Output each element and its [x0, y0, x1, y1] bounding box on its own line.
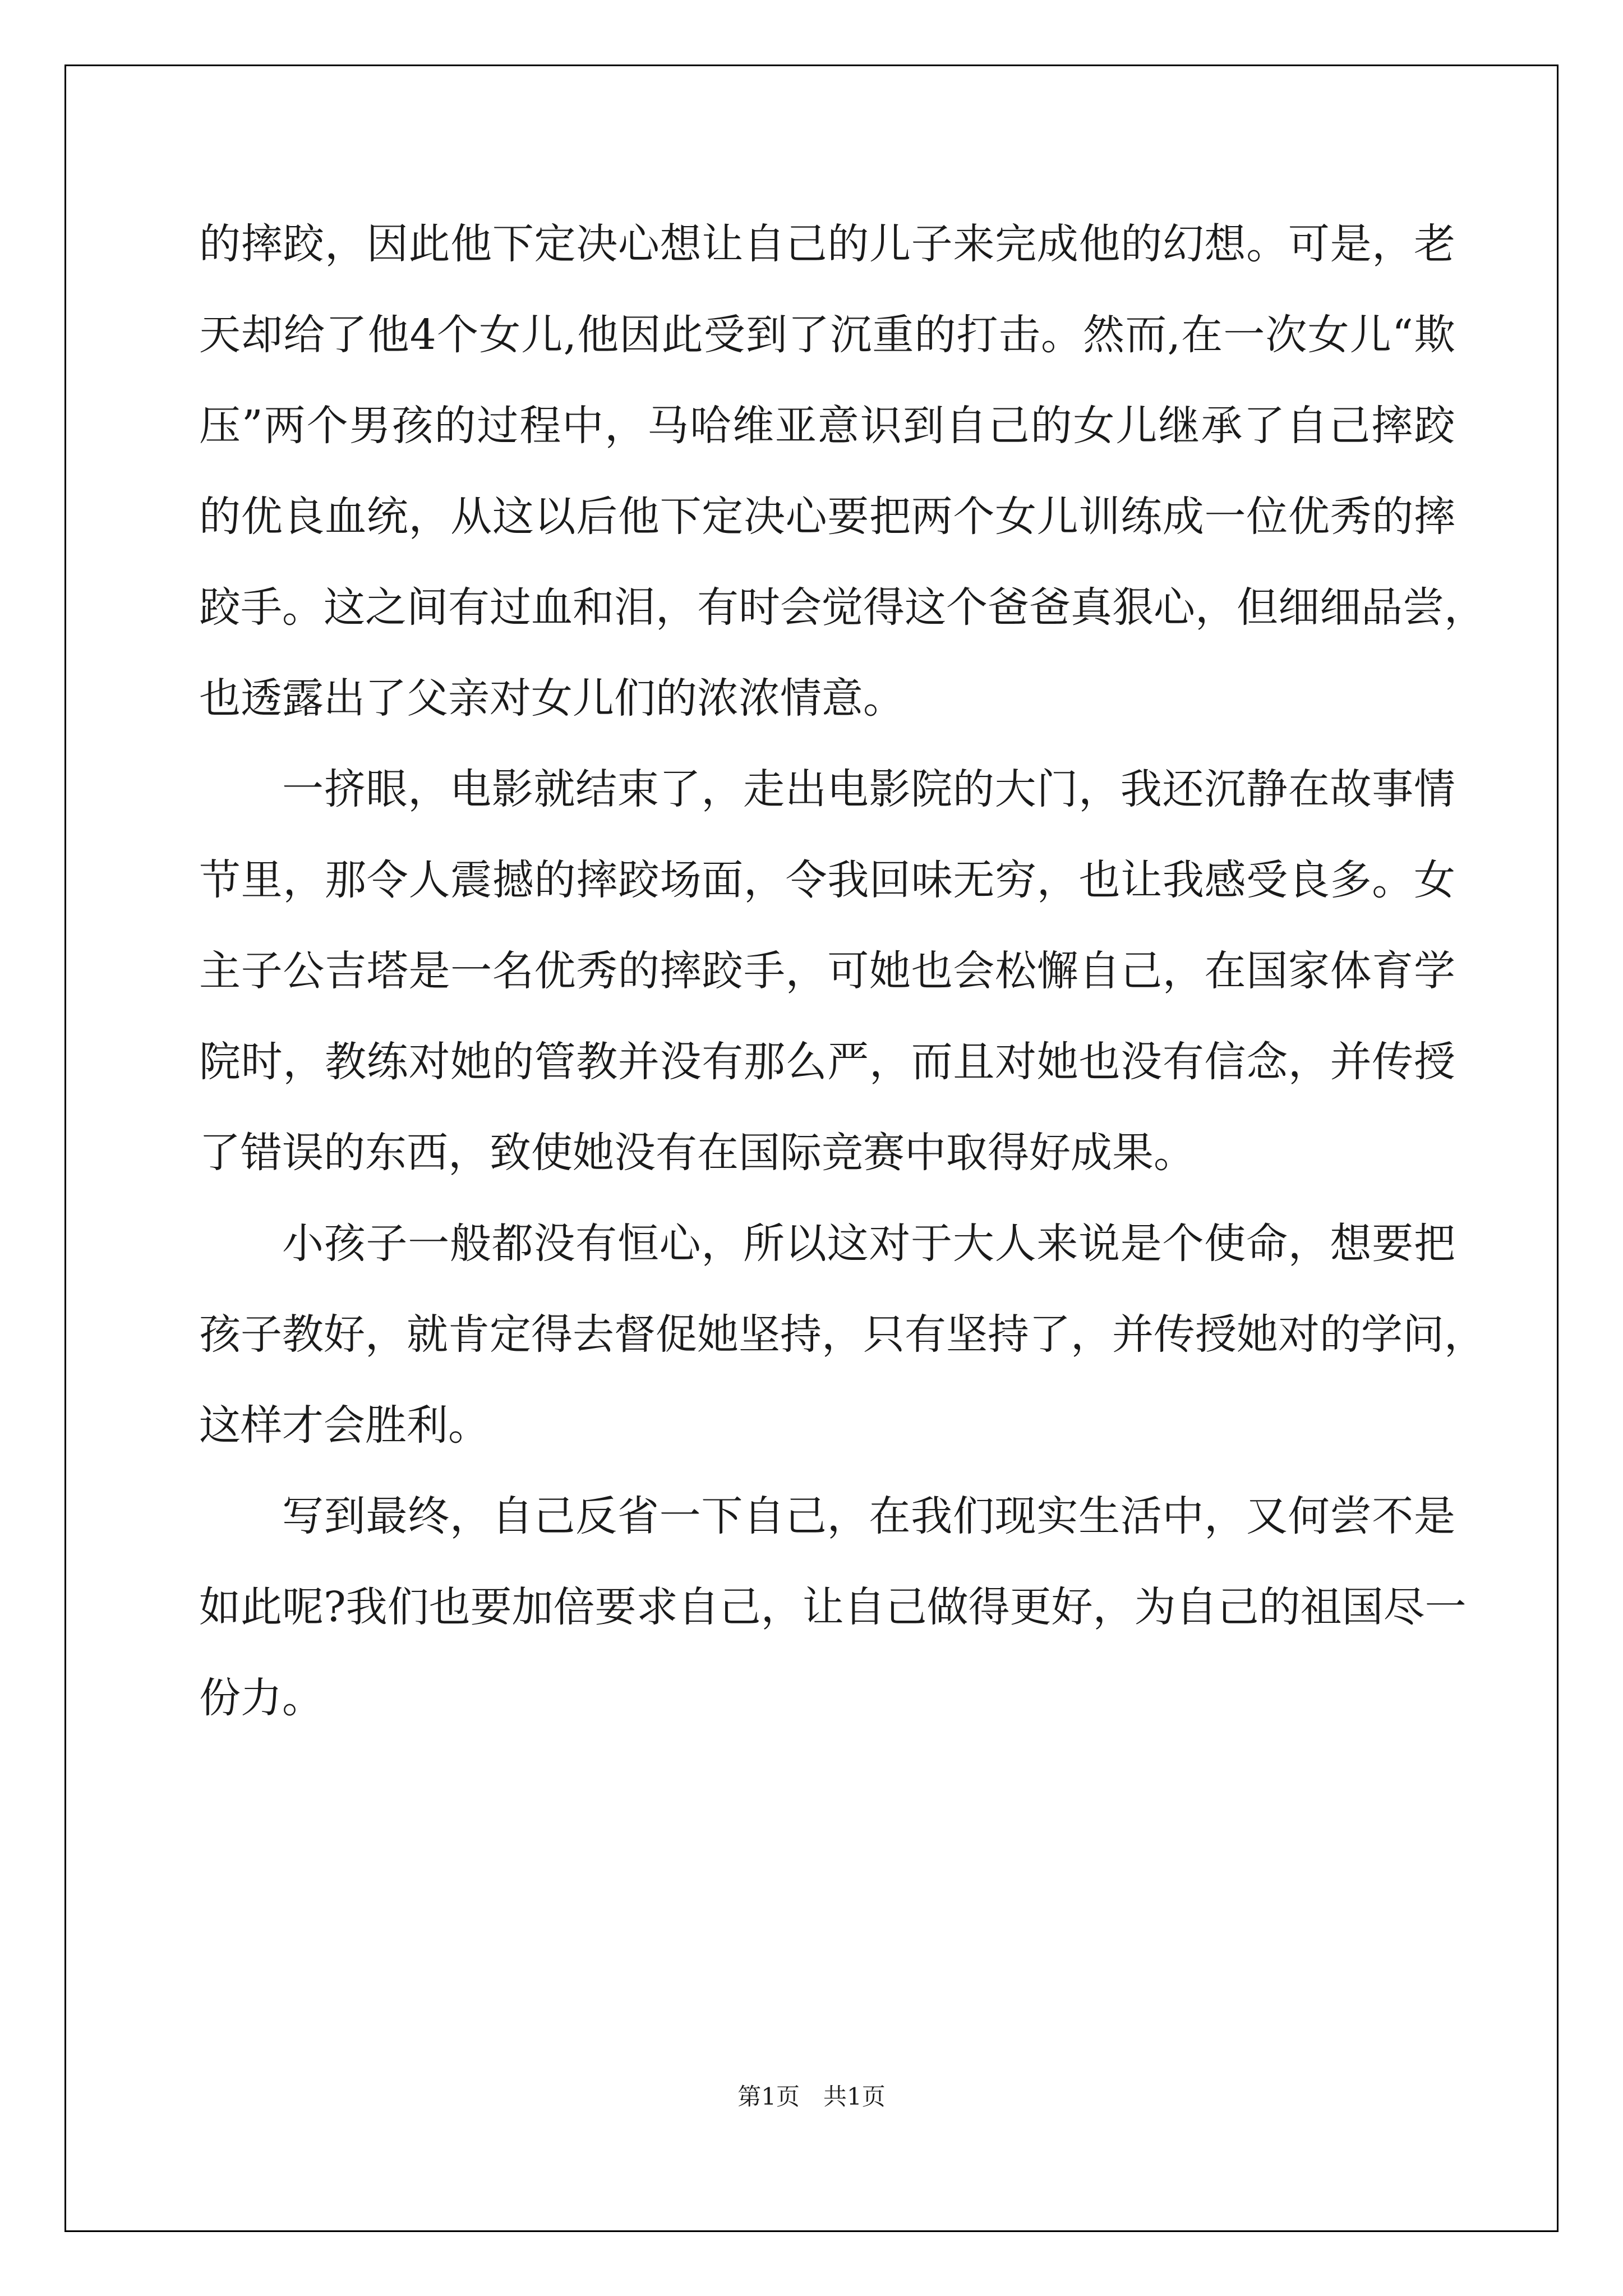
text-line: 了错误的东西，致使她没有在国际竞赛中取得好成果。: [199, 1129, 1195, 1177]
text-line: 的优良血统，从这以后他下定决心要把两个女儿训练成一位优秀的摔: [199, 493, 1455, 541]
text-line: 天却给了他4个女儿,他因此受到了沉重的打击。然而,在一次女儿“欺: [199, 311, 1455, 359]
text-line: 跤手。这之间有过血和泪，有时会觉得这个爸爸真狠心，但细细品尝，: [199, 583, 1486, 632]
page-number-footer: 第1页 共1页: [737, 2083, 886, 2110]
text-line: 压”两个男孩的过程中，马哈维亚意识到自己的女儿继承了自己摔跤: [199, 402, 1455, 450]
text-line: 写到最终，自己反省一下自己，在我们现实生活中，又何尝不是: [282, 1492, 1455, 1540]
text-line: 小孩子一般都没有恒心，所以这对于大人来说是个使命，想要把: [282, 1220, 1455, 1268]
text-line: 院时，教练对她的管教并没有那么严，而且对她也没有信念，并传授: [199, 1038, 1455, 1086]
document-body: [199, 213, 1486, 1758]
text-line: 一挤眼，电影就结束了，走出电影院的大门，我还沉静在故事情: [282, 765, 1455, 813]
text-line: 这样才会胜利。: [199, 1401, 490, 1450]
text-line: 的摔跤，因此他下定决心想让自己的儿子来完成他的幻想。可是，老: [199, 220, 1455, 268]
text-line: 份力。: [199, 1674, 324, 1722]
text-line: 主子公吉塔是一名优秀的摔跤手，可她也会松懈自己，在国家体育学: [199, 947, 1455, 995]
text-line: 也透露出了父亲对女儿们的浓浓情意。: [199, 674, 905, 723]
text-line: 节里，那令人震撼的摔跤场面，令我回味无穷，也让我感受良多。女: [199, 856, 1455, 904]
text-line: 孩子教好，就肯定得去督促她坚持，只有坚持了，并传授她对的学问，: [199, 1310, 1486, 1359]
text-line: 如此呢?我们也要加倍要求自己，让自己做得更好，为自己的祖国尽一: [199, 1583, 1467, 1631]
